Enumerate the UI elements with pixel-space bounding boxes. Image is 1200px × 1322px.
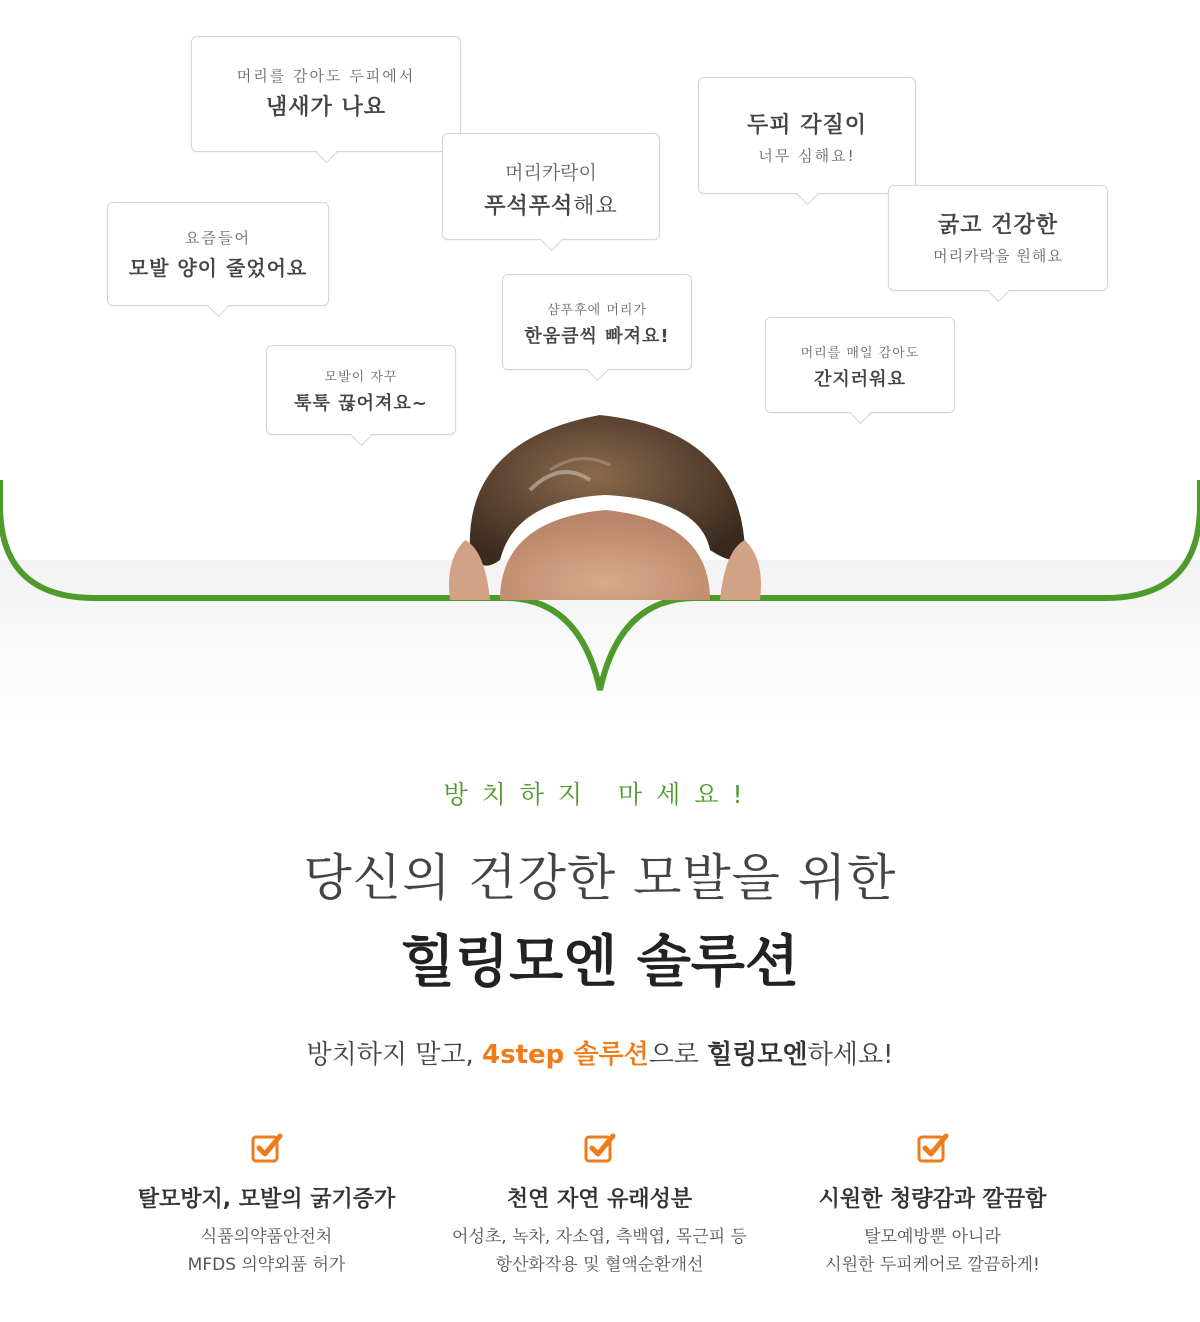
bubble-line1: 요즘들어 bbox=[185, 229, 251, 247]
bubble-line1: 머리카락이 bbox=[505, 162, 597, 184]
feature-desc-2: 시원한 두피케어로 깔끔하게! bbox=[825, 1255, 1040, 1275]
subline-pre: 방치하지 말고, bbox=[306, 1040, 483, 1070]
speech-bubble bbox=[888, 185, 1108, 291]
subline-orange: 4step 솔루션 bbox=[482, 1040, 649, 1070]
subline-strong: 힐링모엔 bbox=[707, 1040, 808, 1070]
bubble-line2: 머리카락을 원해요 bbox=[933, 247, 1063, 265]
section-subline bbox=[0, 1034, 1200, 1071]
bubble-line1: 머리를 매일 감아도 bbox=[800, 346, 920, 361]
feature-title: 탈모방지, 모발의 굵기증가 bbox=[137, 1187, 396, 1212]
feature-desc-2: MFDS 의약외품 허가 bbox=[187, 1255, 346, 1275]
section-tagline: 방치하지 마세요! bbox=[443, 780, 757, 809]
bubble-line2: 냄새가 나요 bbox=[266, 95, 386, 120]
speech-bubble bbox=[502, 274, 692, 370]
feature-item bbox=[100, 1130, 433, 1279]
feature-desc-1: 탈모예방뿐 아니라 bbox=[864, 1227, 1001, 1247]
bubble-line2: 한움큼씩 빠져요! bbox=[524, 326, 670, 347]
speech-bubble bbox=[765, 317, 955, 413]
features-row bbox=[100, 1130, 1100, 1279]
feature-item bbox=[433, 1130, 766, 1279]
bubble-line2 bbox=[443, 189, 659, 220]
bubble-line2: 툭툭 끊어져요~ bbox=[294, 393, 428, 414]
feature-title: 시원한 청량감과 깔끔함 bbox=[818, 1187, 1047, 1212]
feature-desc-1: 어성초, 녹차, 자소엽, 측백엽, 목근피 등 bbox=[452, 1227, 747, 1247]
speech-bubble bbox=[107, 202, 329, 306]
bubble-line2-rest: 해요 bbox=[573, 194, 618, 219]
bubble-line2: 간지러워요 bbox=[814, 369, 906, 390]
bubble-line2: 모발 양이 줄었어요 bbox=[128, 256, 308, 280]
feature-desc-1: 식품의약품안전처 bbox=[200, 1227, 333, 1247]
bubble-line1: 샴푸후에 머리가 bbox=[546, 303, 648, 318]
subline-post: 하세요! bbox=[807, 1040, 894, 1070]
speech-bubble bbox=[266, 345, 456, 435]
speech-bubble bbox=[442, 133, 660, 240]
check-box-icon bbox=[583, 1130, 617, 1164]
feature-desc-2: 항산화작용 및 혈액순환개선 bbox=[495, 1255, 704, 1275]
feature-item bbox=[766, 1130, 1099, 1279]
check-box-icon bbox=[916, 1130, 950, 1164]
bubble-line1: 머리를 감아도 두피에서 bbox=[236, 67, 416, 85]
head-illustration bbox=[440, 400, 770, 600]
speech-bubble bbox=[698, 77, 916, 194]
bubble-line1: 모발이 자꾸 bbox=[324, 370, 398, 385]
check-box-icon bbox=[250, 1130, 284, 1164]
bubble-line2: 너무 심해요! bbox=[758, 147, 856, 165]
section-title-line2: 힐링모엔 솔루션 bbox=[400, 930, 800, 995]
bubble-line1: 굵고 건강한 bbox=[938, 213, 1058, 238]
subline-mid: 으로 bbox=[648, 1040, 708, 1070]
bubble-line1: 두피 각질이 bbox=[747, 113, 867, 138]
feature-title: 천연 자연 유래성분 bbox=[506, 1187, 693, 1212]
speech-bubble bbox=[191, 36, 461, 152]
bubble-line2-bold: 푸석푸석 bbox=[484, 194, 574, 219]
section-title-line1: 당신의 건강한 모발을 위한 bbox=[303, 849, 897, 907]
